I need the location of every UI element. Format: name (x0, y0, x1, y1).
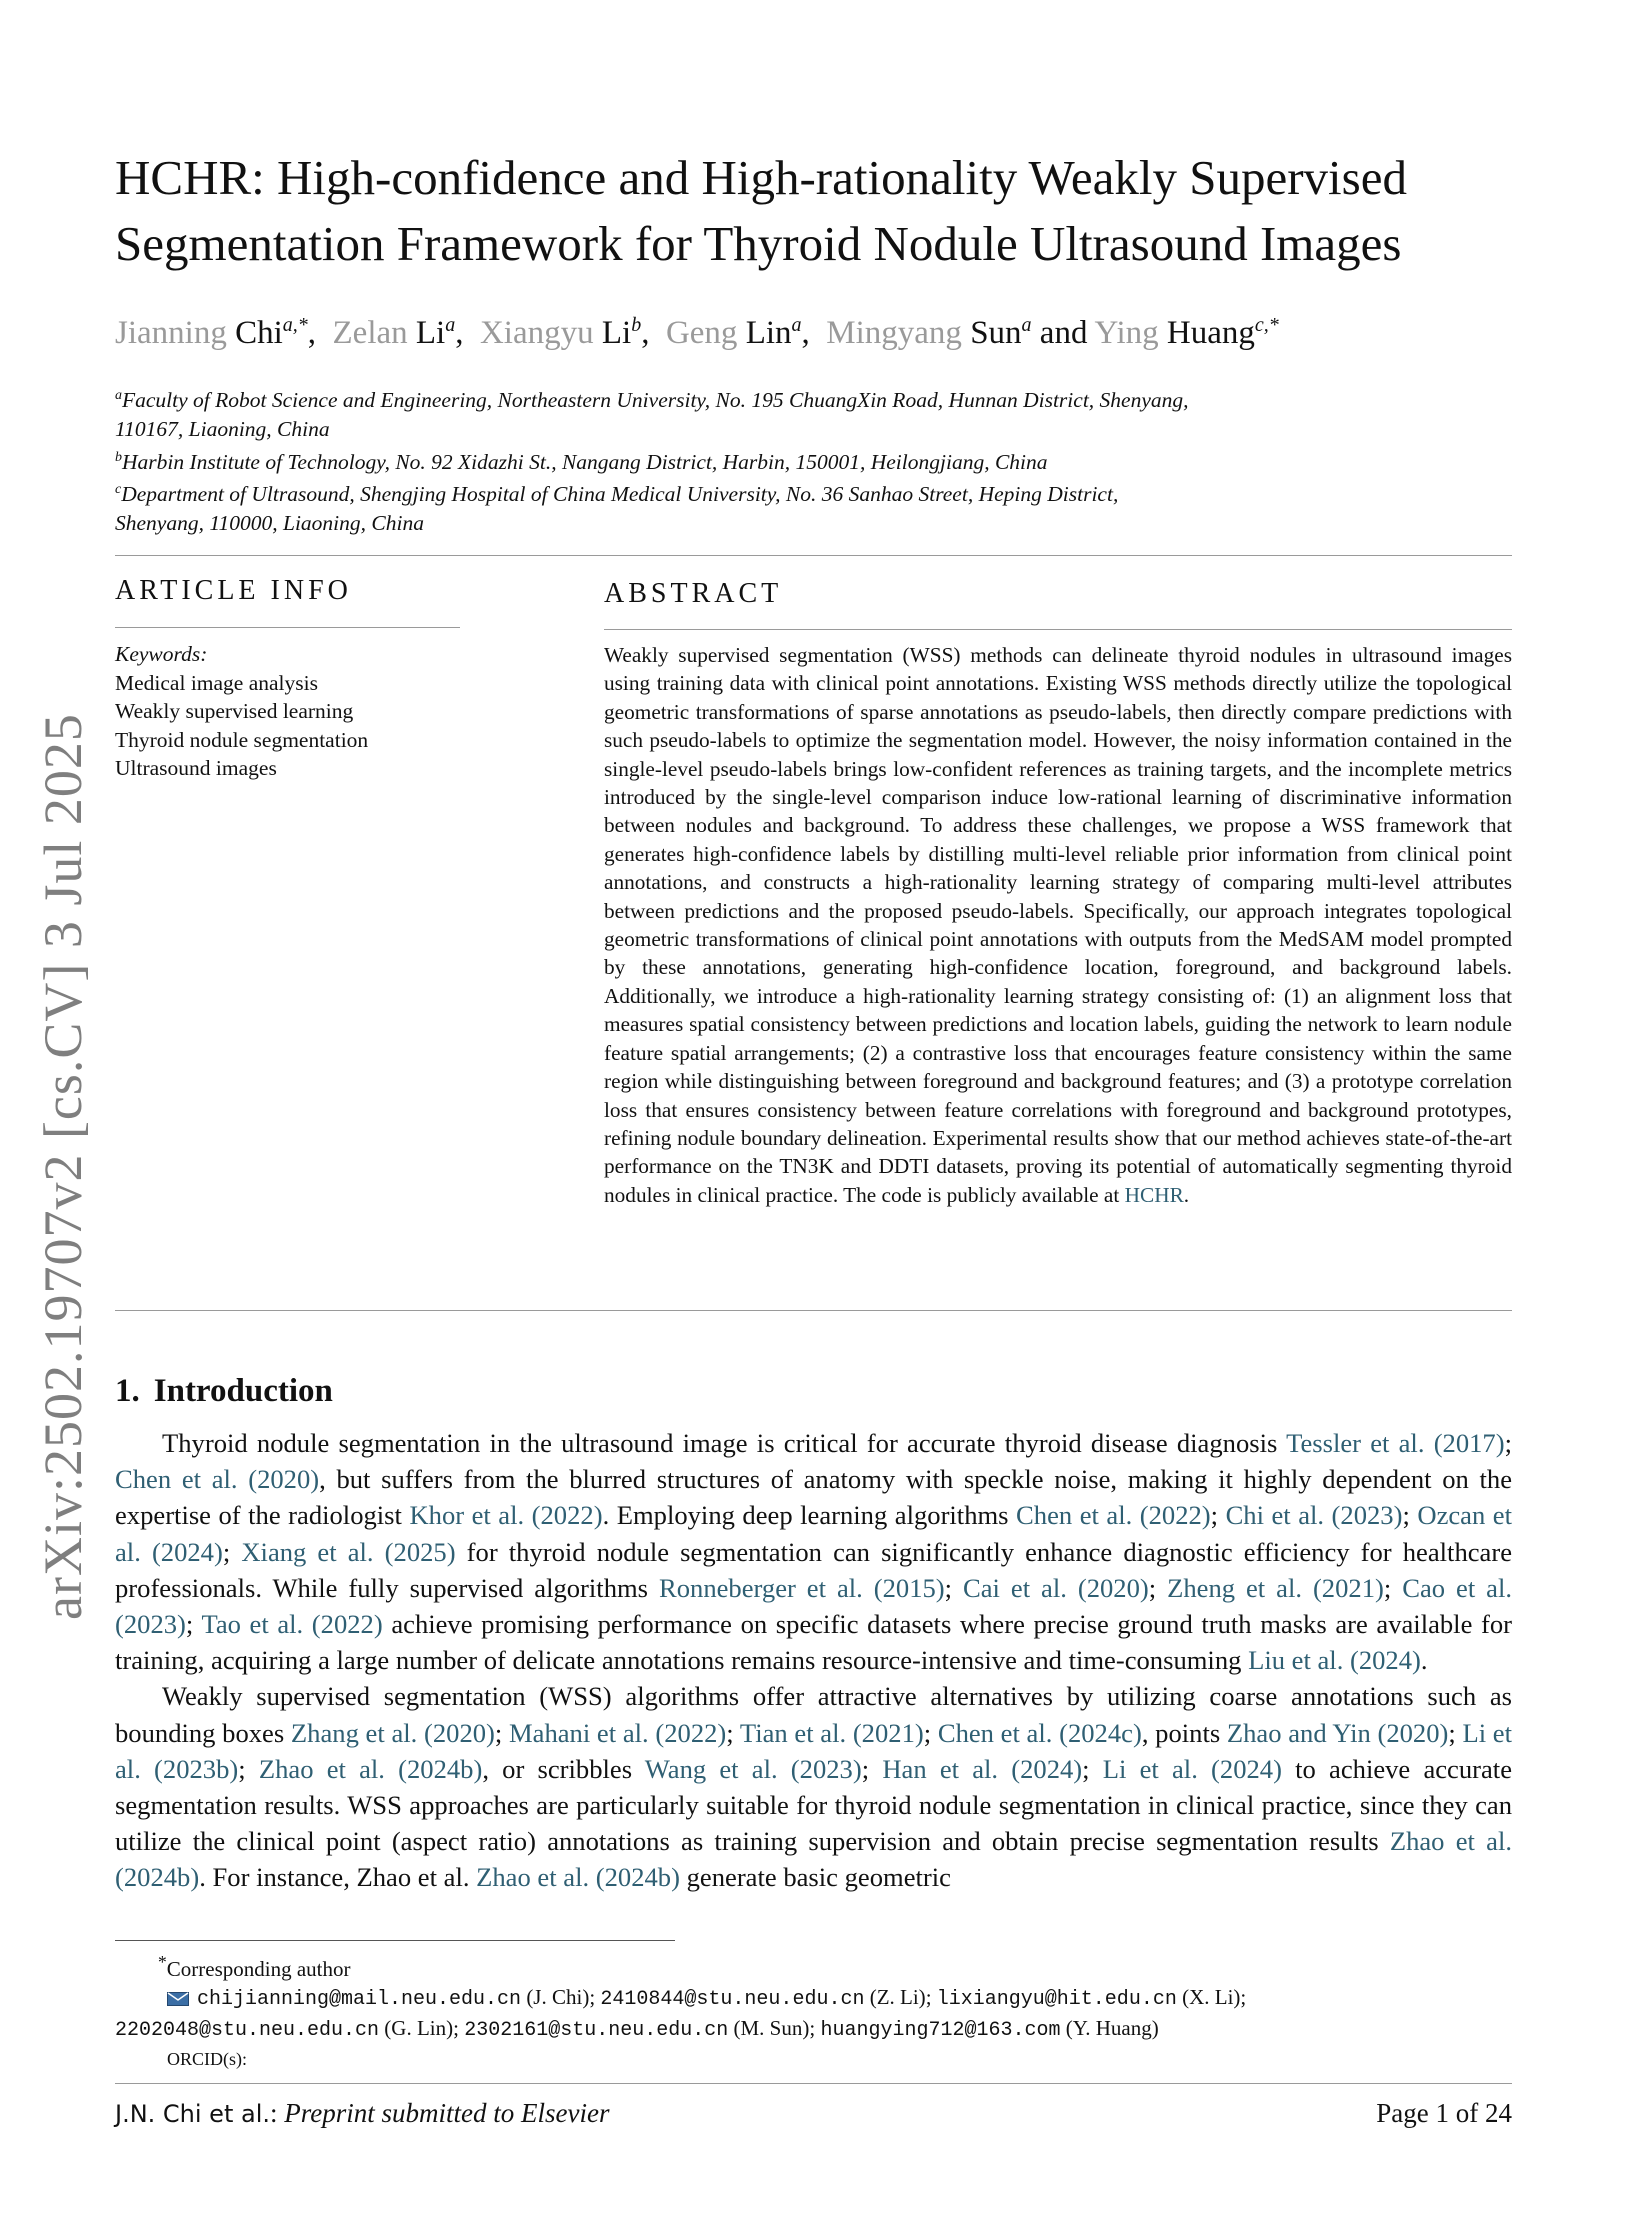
keyword-item: Thyroid nodule segmentation (115, 727, 369, 752)
citation-link[interactable]: Han et al. (2024) (882, 1753, 1083, 1784)
footnote-rule (115, 1940, 675, 1941)
author-2: Zelan Li$^a$ (332, 314, 456, 351)
email-icon (167, 1990, 189, 2006)
orcid-label: ORCID(s): (167, 2049, 247, 2069)
abstract-divider (115, 1310, 1512, 1311)
footnotes (115, 1948, 1515, 2073)
citation-link[interactable]: Zheng et al. (2021) (1167, 1572, 1384, 1603)
author-1: Jianning Chi$^{a,*}$ (115, 314, 308, 351)
citation-link[interactable]: Tao et al. (2022) (201, 1609, 383, 1640)
body-text: ; (494, 1717, 509, 1748)
citation-link[interactable]: Zhang et al. (2020) (290, 1717, 495, 1748)
citation-link[interactable]: Li et al. (2023b) (115, 1717, 1512, 1784)
body-text: Weakly supervised segmentation (WSS) algorithms offer attractive alternatives by utilizing coarse annotations such as bounding boxes (115, 1681, 1512, 1748)
abstract-rule (604, 629, 1512, 630)
author-list: Jianning Chi$^{a,*}$, Zelan Li$^a$, Xiangyu Li$^b$, Geng Lin$^a$, Mingyang Sun$^a$ and Ying Huang$^{c,*}$ (115, 314, 1279, 351)
body-text: to achieve accurate segmentation results. WSS approaches are particularly suitable for thyroid nodule segmentation in clinical practice, since they can utilize the clinical point (aspect ratio) annotations as training supervision and obtain precise segmentation results (115, 1753, 1513, 1857)
body-text: ; (222, 1536, 242, 1567)
body-text: for thyroid nodule segmentation can significantly enhance diagnostic efficiency for healthcare professionals. While fully supervised algorithms (115, 1536, 1513, 1603)
body-text: , points (1141, 1717, 1227, 1748)
paragraph (115, 1425, 1512, 1678)
body-text: ; (1082, 1753, 1103, 1784)
citation-link[interactable]: Chen et al. (2024c) (937, 1717, 1142, 1748)
citation-link[interactable]: Cao et al. (2023) (115, 1572, 1513, 1640)
header-divider (115, 555, 1512, 556)
body-text: ; (1210, 1500, 1226, 1531)
citation-link[interactable]: Chi et al. (2023) (1225, 1500, 1403, 1531)
paper-title: HCHR: High-confidence and High-rationality Weakly Supervised Segmentation Framework for Thyroid Nodule Ultrasound Images (115, 150, 1407, 271)
body-text: generate basic geometric (679, 1862, 951, 1893)
citation-link[interactable]: Mahani et al. (2022) (509, 1717, 727, 1748)
code-link[interactable]: HCHR (1124, 1182, 1184, 1207)
keyword-item: Medical image analysis (115, 670, 318, 695)
affiliation-c: $^c$Department of Ultrasound, Shengjing Hospital of China Medical University, No. 36 Sanhao Street, Heping District, Shenyang, 110000, Liaoning, China (115, 482, 1119, 536)
keywords-block (115, 640, 445, 783)
paragraph (115, 1678, 1512, 1895)
email-line-2: 2202048@stu.neu.edu.cn (G. Lin); 2302161@stu.neu.edu.cn (M. Sun); huangying712@163.com (Y. Huang) (115, 2016, 1159, 2042)
footer-rule (115, 2083, 1512, 2084)
citation-link[interactable]: Liu et al. (2024) (1248, 1645, 1421, 1676)
body-text: achieve promising performance on specific datasets where precise ground truth masks are available for training, acquiring a large number of delicate annotations remains resource-intensive and time-consuming (115, 1609, 1512, 1676)
body-text: ; (944, 1572, 964, 1603)
email-line-1: chijianning@mail.neu.edu.cn (J. Chi); 2410844@stu.neu.edu.cn (Z. Li); lixiangyu@hit.edu.cn (X. Li); (115, 1983, 1515, 2014)
body-text: , or scribbles (482, 1753, 645, 1784)
abstract-text: Weakly supervised segmentation (WSS) methods can delineate thyroid nodules in ultrasound images using training data with clinical point annotations. Existing WSS methods directly utilize the topological geometric transformations of sparse annotations as pseudo-labels, then directly compare predictions with such pseudo-labels to optimize the segmentation model. However, the noisy information contained in the single-level pseudo-labels brings low-confident references as training targets, and the incomplete metrics introduced by the single-level comparison induce low-rational learning of discriminative information between nodules and background. To address these challenges, we propose a WSS framework that generates high-confidence labels by distilling multi-level reliable prior information from clinical point annotations, and constructs a high-rationality learning strategy of comparing multi-level attributes between predictions and the proposed pseudo-labels. Specifically, our approach integrates topological geometric transformations of clinical point annotations with outputs from the MedSAM model prompted by these annotations, generating high-confidence location, foreground, and background labels. Additionally, we introduce a high-rationality learning strategy consisting of: (1) an alignment loss that measures spatial consistency between predictions and location labels, guiding the network to learn nodule feature spatial arrangements; (2) a contrastive loss that encourages feature consistency within the same region while distinguishing between foreground and background features; and (3) a prototype correlation loss that ensures consistency between feature correlations with foreground and background prototypes, refining nodule boundary delineation. Experimental results show that our method achieves state-of-the-art performance on the TN3K and DDTI datasets, proving its potential of automatically segmenting thyroid nodules in clinical practice. The code is publicly available at HCHR. (604, 643, 1512, 1207)
body-text: ; (861, 1753, 883, 1784)
citation-link[interactable]: Khor et al. (2022) (409, 1500, 603, 1531)
author-4: Geng Lin$^a$ (665, 314, 802, 351)
body-text: ; (1383, 1572, 1403, 1603)
body-text: ; (1448, 1717, 1463, 1748)
body-text: . Employing deep learning algorithms (602, 1500, 1017, 1531)
section-heading-introduction: 1. Introduction (115, 1373, 333, 1409)
email-link[interactable]: lixiangyu@hit.edu.cn (936, 1988, 1177, 2011)
citation-link[interactable]: Cai et al. (2020) (963, 1572, 1149, 1603)
body-text: ; (185, 1609, 202, 1640)
body-text: Thyroid nodule segmentation in the ultrasound image is critical for accurate thyroid disease diagnosis (162, 1428, 1287, 1458)
citation-link[interactable]: Chen et al. (2022) (1016, 1500, 1211, 1531)
author-3: Xiangyu Li$^b$ (479, 314, 642, 351)
citation-link[interactable]: Tessler et al. (2017) (1286, 1428, 1505, 1458)
body-text: ; (1504, 1428, 1512, 1458)
citation-link[interactable]: Wang et al. (2023) (644, 1753, 862, 1784)
article-info-heading: ARTICLE INFO (115, 575, 352, 606)
citation-link[interactable]: Zhao et al. (2024b) (258, 1753, 483, 1784)
email-link[interactable]: chijianning@mail.neu.edu.cn (197, 1988, 522, 2011)
citation-link[interactable]: Li et al. (2024) (1102, 1753, 1282, 1784)
article-info-rule (115, 627, 460, 628)
keywords-label: Keywords: (115, 642, 208, 666)
email-link[interactable]: 2410844@stu.neu.edu.cn (600, 1988, 865, 2011)
keyword-item: Weakly supervised learning (115, 699, 354, 723)
author-6: Ying Huang$^{c,*}$ (1094, 314, 1279, 351)
affiliation-b: $^b$Harbin Institute of Technology, No. 92 Xidazhi St., Nangang District, Harbin, 150001, Heilongjiang, China (115, 450, 1048, 475)
affiliation-a: $^a$Faculty of Robot Science and Engineering, Northeastern University, No. 195 ChuangXin Road, Hunnan District, Shenyang, 110167, Liaoning, China (115, 388, 1189, 442)
body-text: ; (726, 1717, 740, 1748)
citation-link[interactable]: Tian et al. (2021) (739, 1717, 924, 1748)
citation-link[interactable]: Zhao and Yin (2020) (1226, 1717, 1449, 1748)
abstract-heading: ABSTRACT (604, 578, 783, 609)
email-link[interactable]: huangying712@163.com (820, 2019, 1061, 2042)
arxiv-identifier: arXiv:2502.19707v2 [cs.CV] 3 Jul 2025 (33, 713, 93, 1620)
citation-link[interactable]: Zhao et al. (2024b) (115, 1826, 1512, 1893)
introduction-body (115, 1425, 1512, 1896)
corresponding-note: *Corresponding author (158, 1952, 351, 1981)
email-link[interactable]: 2302161@stu.neu.edu.cn (464, 2019, 729, 2042)
page-number: Page 1 of 24 (1376, 2098, 1512, 2128)
citation-link[interactable]: Ronneberger et al. (2015) (658, 1572, 945, 1603)
body-text: . (1420, 1645, 1428, 1676)
authors-and: and (1039, 315, 1088, 351)
citation-link[interactable]: Ozcan et al. (2024) (115, 1500, 1512, 1567)
body-text: ; (238, 1753, 259, 1784)
citation-link[interactable]: Chen et al. (2020) (115, 1464, 320, 1495)
citation-link[interactable]: Zhao et al. (2024b) (476, 1862, 680, 1893)
author-5: Mingyang Sun$^a$ (826, 314, 1032, 351)
body-text: ; (923, 1717, 938, 1748)
keyword-item: Ultrasound images (115, 756, 277, 780)
body-text: , but suffers from the blurred structures of anatomy with speckle noise, making it highly dependent on the expertise of the radiologist (115, 1464, 1512, 1531)
body-text: ; (1402, 1500, 1418, 1531)
citation-link[interactable]: Xiang et al. (2025) (241, 1536, 456, 1567)
email-link[interactable]: 2202048@stu.neu.edu.cn (115, 2019, 380, 2042)
body-text: . For instance, Zhao et al. (199, 1862, 477, 1893)
running-footer: J.N. Chi et al.: Preprint submitted to Elsevier (115, 2098, 610, 2128)
body-text: ; (1148, 1572, 1168, 1603)
